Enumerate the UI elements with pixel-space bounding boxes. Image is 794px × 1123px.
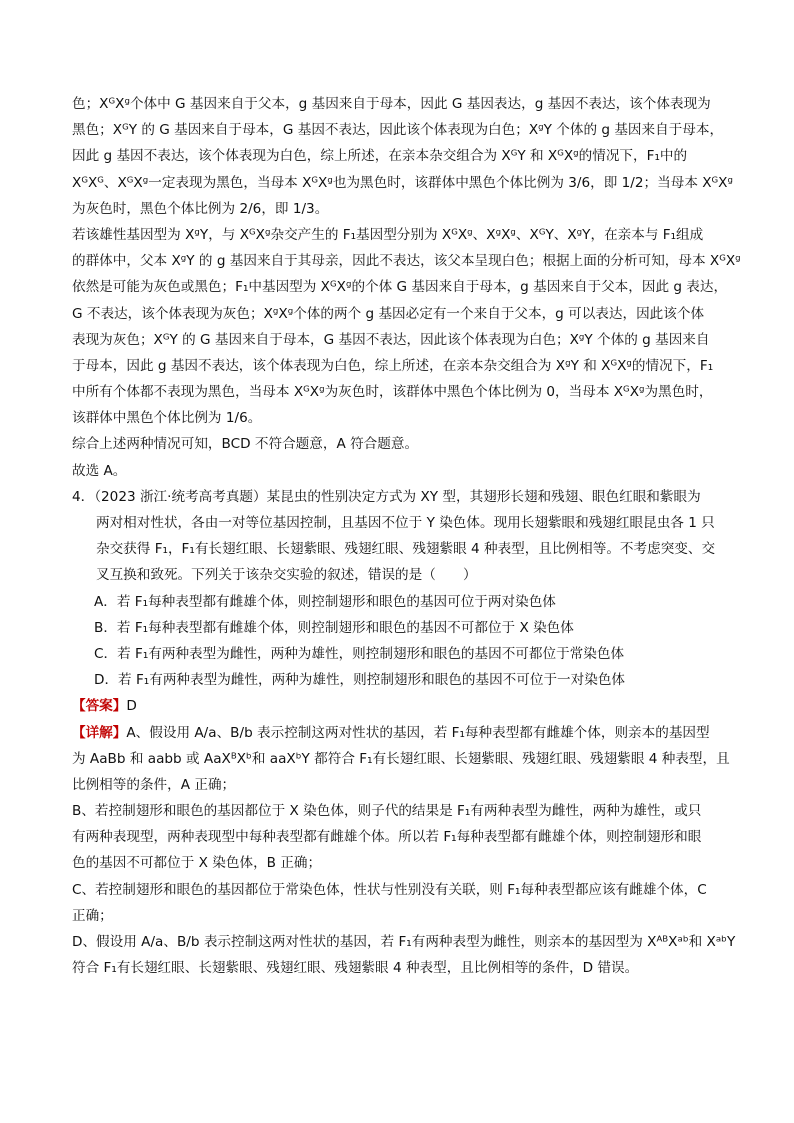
text-line: 若该雄性基因型为 XᵍY，与 XᴳXᵍ杂交产生的 F₁基因型分别为 XᴳXᵍ、XᵍXᵍ、XᴳY、XᵍY，在亲本与 F₁组成 xyxy=(72,226,704,243)
choice-line: 故选 A。 xyxy=(72,462,127,479)
option-b: B．若 F₁每种表型都有雌雄个体，则控制翅形和眼色的基因不可都位于 X 染色体 xyxy=(94,619,574,636)
text-line: 表现为灰色；XᴳY 的 G 基因来自于母本，G 基因不表达，因此该个体表现为白色；XᵍY 个体的 g 基因来自 xyxy=(72,331,710,348)
explanation-text: A、假设用 A/a、B/b 表示控制这两对性状的基因，若 F₁每种表型都有雌雄个体，则亲本的基因型 xyxy=(126,724,710,741)
option-d: D．若 F₁有两种表型为雌性，两种为雄性，则控制翅形和眼色的基因不可位于一对染色体 xyxy=(94,672,626,689)
question-4 xyxy=(72,484,726,694)
explanation-line: 比例相等的条件，A 正确； xyxy=(72,776,236,793)
explanation-line: D、假设用 A/a、B/b 表示控制这两对性状的基因，若 F₁有两种表型为雌性，则亲本的基因型为 XᴬᴮXᵃᵇ和 XᵃᵇY xyxy=(72,934,736,950)
text-line: XᴳXᴳ、XᴳXᵍ一定表现为黑色，当母本 XᴳXᵍ也为黑色时，该群体中黑色个体比例为 3/6，即 1/2；当母本 XᴳXᵍ xyxy=(72,174,734,191)
text-line: 的群体中，父本 XᵍY 的 g 基因来自于其母亲，因此不表达，该父本呈现白色；根据上面的分析可知，母本 XᴳXᵍ xyxy=(72,253,741,270)
document-page xyxy=(72,91,741,981)
explanation-line: 为 AaBb 和 aabb 或 AaXᴮXᵇ和 aaXᵇY 都符合 F₁有长翅红眼、长翅紫眼、残翅红眼、残翅紫眼 4 种表型，且 xyxy=(72,750,730,767)
explanation-tag: 【详解】 xyxy=(72,724,127,741)
question-stem-line: 4．（2023 浙江·统考高考真题）某昆虫的性别决定方式为 XY 型，其翅形长翅和残翅、眼色红眼和紫眼为 xyxy=(72,488,701,505)
explanation-line: 符合 F₁有长翅红眼、长翅紫眼、残翅红眼、残翅紫眼 4 种表型，且比例相等的条件，D 错误。 xyxy=(72,960,639,977)
text-line: 该群体中黑色个体比例为 1/6。 xyxy=(72,410,262,427)
answer-tag: 【答案】 xyxy=(72,698,127,715)
explanation-line: 正确； xyxy=(72,907,113,924)
explanation-line: C、若控制翅形和眼色的基因都位于常染色体，性状与性别没有关联，则 F₁每种表型都应该有雌雄个体，C xyxy=(72,881,707,898)
question-stem-line: 叉互换和致死。下列关于该杂交实验的叙述，错误的是（ ） xyxy=(96,567,477,584)
explanation-line: B、若控制翅形和眼色的基因都位于 X 染色体，则子代的结果是 F₁有两种表型为雌性，两种为雄性，或只 xyxy=(72,803,702,820)
explanation-line: 色的基因不可都位于 X 染色体，B 正确； xyxy=(72,855,322,872)
option-c: C．若 F₁有两种表型为雌性，两种为雄性，则控制翅形和眼色的基因不可都位于常染色体 xyxy=(94,645,625,662)
answer-line xyxy=(72,693,726,719)
question-stem-line: 杂交获得 F₁，F₁有长翅红眼、长翅紫眼、残翅红眼、残翅紫眼 4 种表型，且比例相等。不考虑突变、交 xyxy=(96,541,716,558)
explanation-line xyxy=(72,720,726,746)
text-line: 中所有个体都不表现为黑色，当母本 XᴳXᵍ为灰色时，该群体中黑色个体比例为 0，当母本 XᴳXᵍ为黑色时， xyxy=(72,384,713,401)
question-stem-line: 两对相对性状，各由一对等位基因控制，且基因不位于 Y 染色体。现用长翅紫眼和残翅红眼昆虫各 1 只 xyxy=(96,515,715,531)
answer-value: D xyxy=(126,698,137,715)
explanation-line: 有两种表现型，两种表现型中每种表型都有雌雄个体。所以若 F₁每种表型都有雌雄个体，则控制翅形和眼 xyxy=(72,829,702,846)
text-line: 于母本，因此 g 基因不表达，该个体表现为白色，综上所述，在亲本杂交组合为 XᵍY 和 XᴳXᵍ的情况下，F₁ xyxy=(72,357,714,374)
text-line: 色；XᴳXᵍ个体中 G 基因来自于父本，g 基因来自于母本，因此 G 基因表达，g 基因不表达，该个体表现为 xyxy=(72,96,711,112)
text-line: 依然是可能为灰色或黑色；F₁中基因型为 XᴳXᵍ的个体 G 基因来自于母本，g 基因来自于父本，因此 g 表达， xyxy=(72,279,728,296)
text-line: G 不表达，该个体表现为灰色；XᵍXᵍ个体的两个 g 基因必定有一个来自于父本，g 可以表达，因此该个体 xyxy=(72,305,705,322)
text-line: 因此 g 基因不表达，该个体表现为白色，综上所述，在亲本杂交组合为 XᴳY 和 XᴳXᵍ的情况下，F₁中的 xyxy=(72,148,688,165)
text-line: 为灰色时，黑色个体比例为 2/6，即 1/3。 xyxy=(72,200,329,217)
previous-solution xyxy=(72,91,741,484)
option-a: A．若 F₁每种表型都有雌雄个体，则控制翅形和眼色的基因可位于两对染色体 xyxy=(94,593,556,610)
text-line: 黑色；XᴳY 的 G 基因来自于母本，G 基因不表达，因此该个体表现为白色；XᵍY 个体的 g 基因来自于母本， xyxy=(72,122,724,139)
explanation xyxy=(72,720,736,982)
conclusion-line: 综合上述两种情况可知，BCD 不符合题意，A 符合题意。 xyxy=(72,436,419,453)
